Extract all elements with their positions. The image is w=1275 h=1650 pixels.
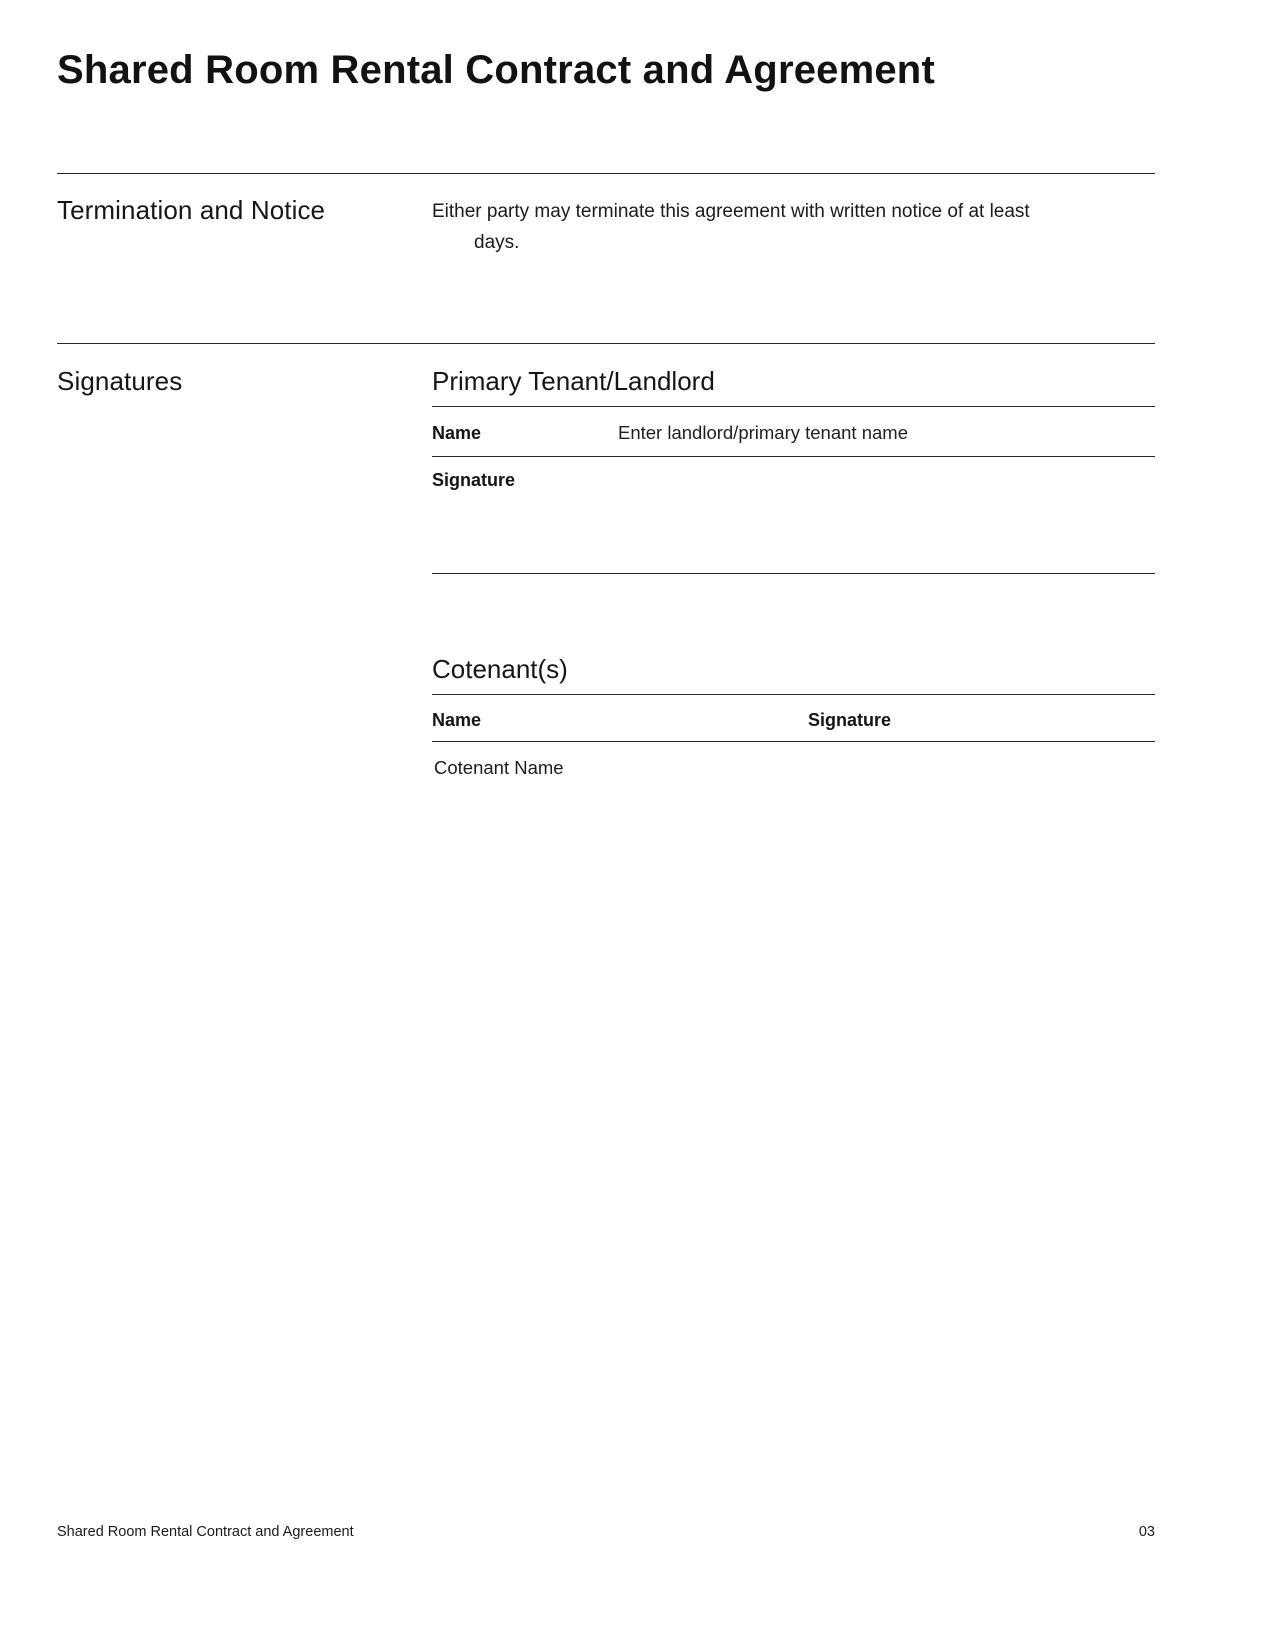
cotenant-row — [432, 757, 1155, 779]
primary-name-label: Name — [432, 422, 482, 443]
divider — [432, 456, 1155, 457]
primary-signature-row — [432, 470, 1155, 491]
cotenants-table-header — [432, 710, 1155, 731]
primary-name-row — [432, 422, 1155, 444]
termination-line2: days. — [474, 231, 520, 253]
footer-page-number: 03 — [1138, 1524, 1155, 1540]
signatures-heading-column — [57, 366, 432, 397]
cotenant-signature-header: Signature — [808, 709, 892, 730]
divider — [432, 741, 1155, 742]
termination-heading: Termination and Notice — [57, 195, 326, 225]
primary-name-field[interactable]: Enter landlord/primary tenant name — [618, 421, 908, 443]
footer-document-title: Shared Room Rental Contract and Agreement — [57, 1524, 354, 1540]
signatures-heading: Signatures — [57, 365, 183, 396]
page-title: Shared Room Rental Contract and Agreement — [57, 48, 935, 92]
divider — [432, 406, 1155, 407]
cotenant-name-field[interactable]: Cotenant Name — [434, 756, 564, 778]
divider — [432, 694, 1155, 695]
primary-tenant-heading: Primary Tenant/Landlord — [432, 365, 715, 396]
termination-section — [57, 174, 1155, 343]
signatures-section — [57, 344, 1155, 779]
signatures-body-column — [432, 366, 1155, 779]
page-footer — [57, 1524, 1155, 1540]
primary-signature-field[interactable] — [432, 503, 1155, 573]
divider — [432, 573, 1155, 574]
cotenants-block — [432, 654, 1155, 779]
cotenants-heading: Cotenant(s) — [432, 653, 568, 684]
termination-heading-column — [57, 195, 432, 226]
cotenant-name-header: Name — [432, 709, 482, 730]
termination-text — [432, 195, 1155, 259]
termination-body-column — [432, 195, 1155, 259]
termination-line1: Either party may terminate this agreement with written notice of at least — [432, 201, 1030, 222]
notice-days-field[interactable] — [432, 229, 474, 248]
primary-signature-label: Signature — [432, 469, 516, 490]
